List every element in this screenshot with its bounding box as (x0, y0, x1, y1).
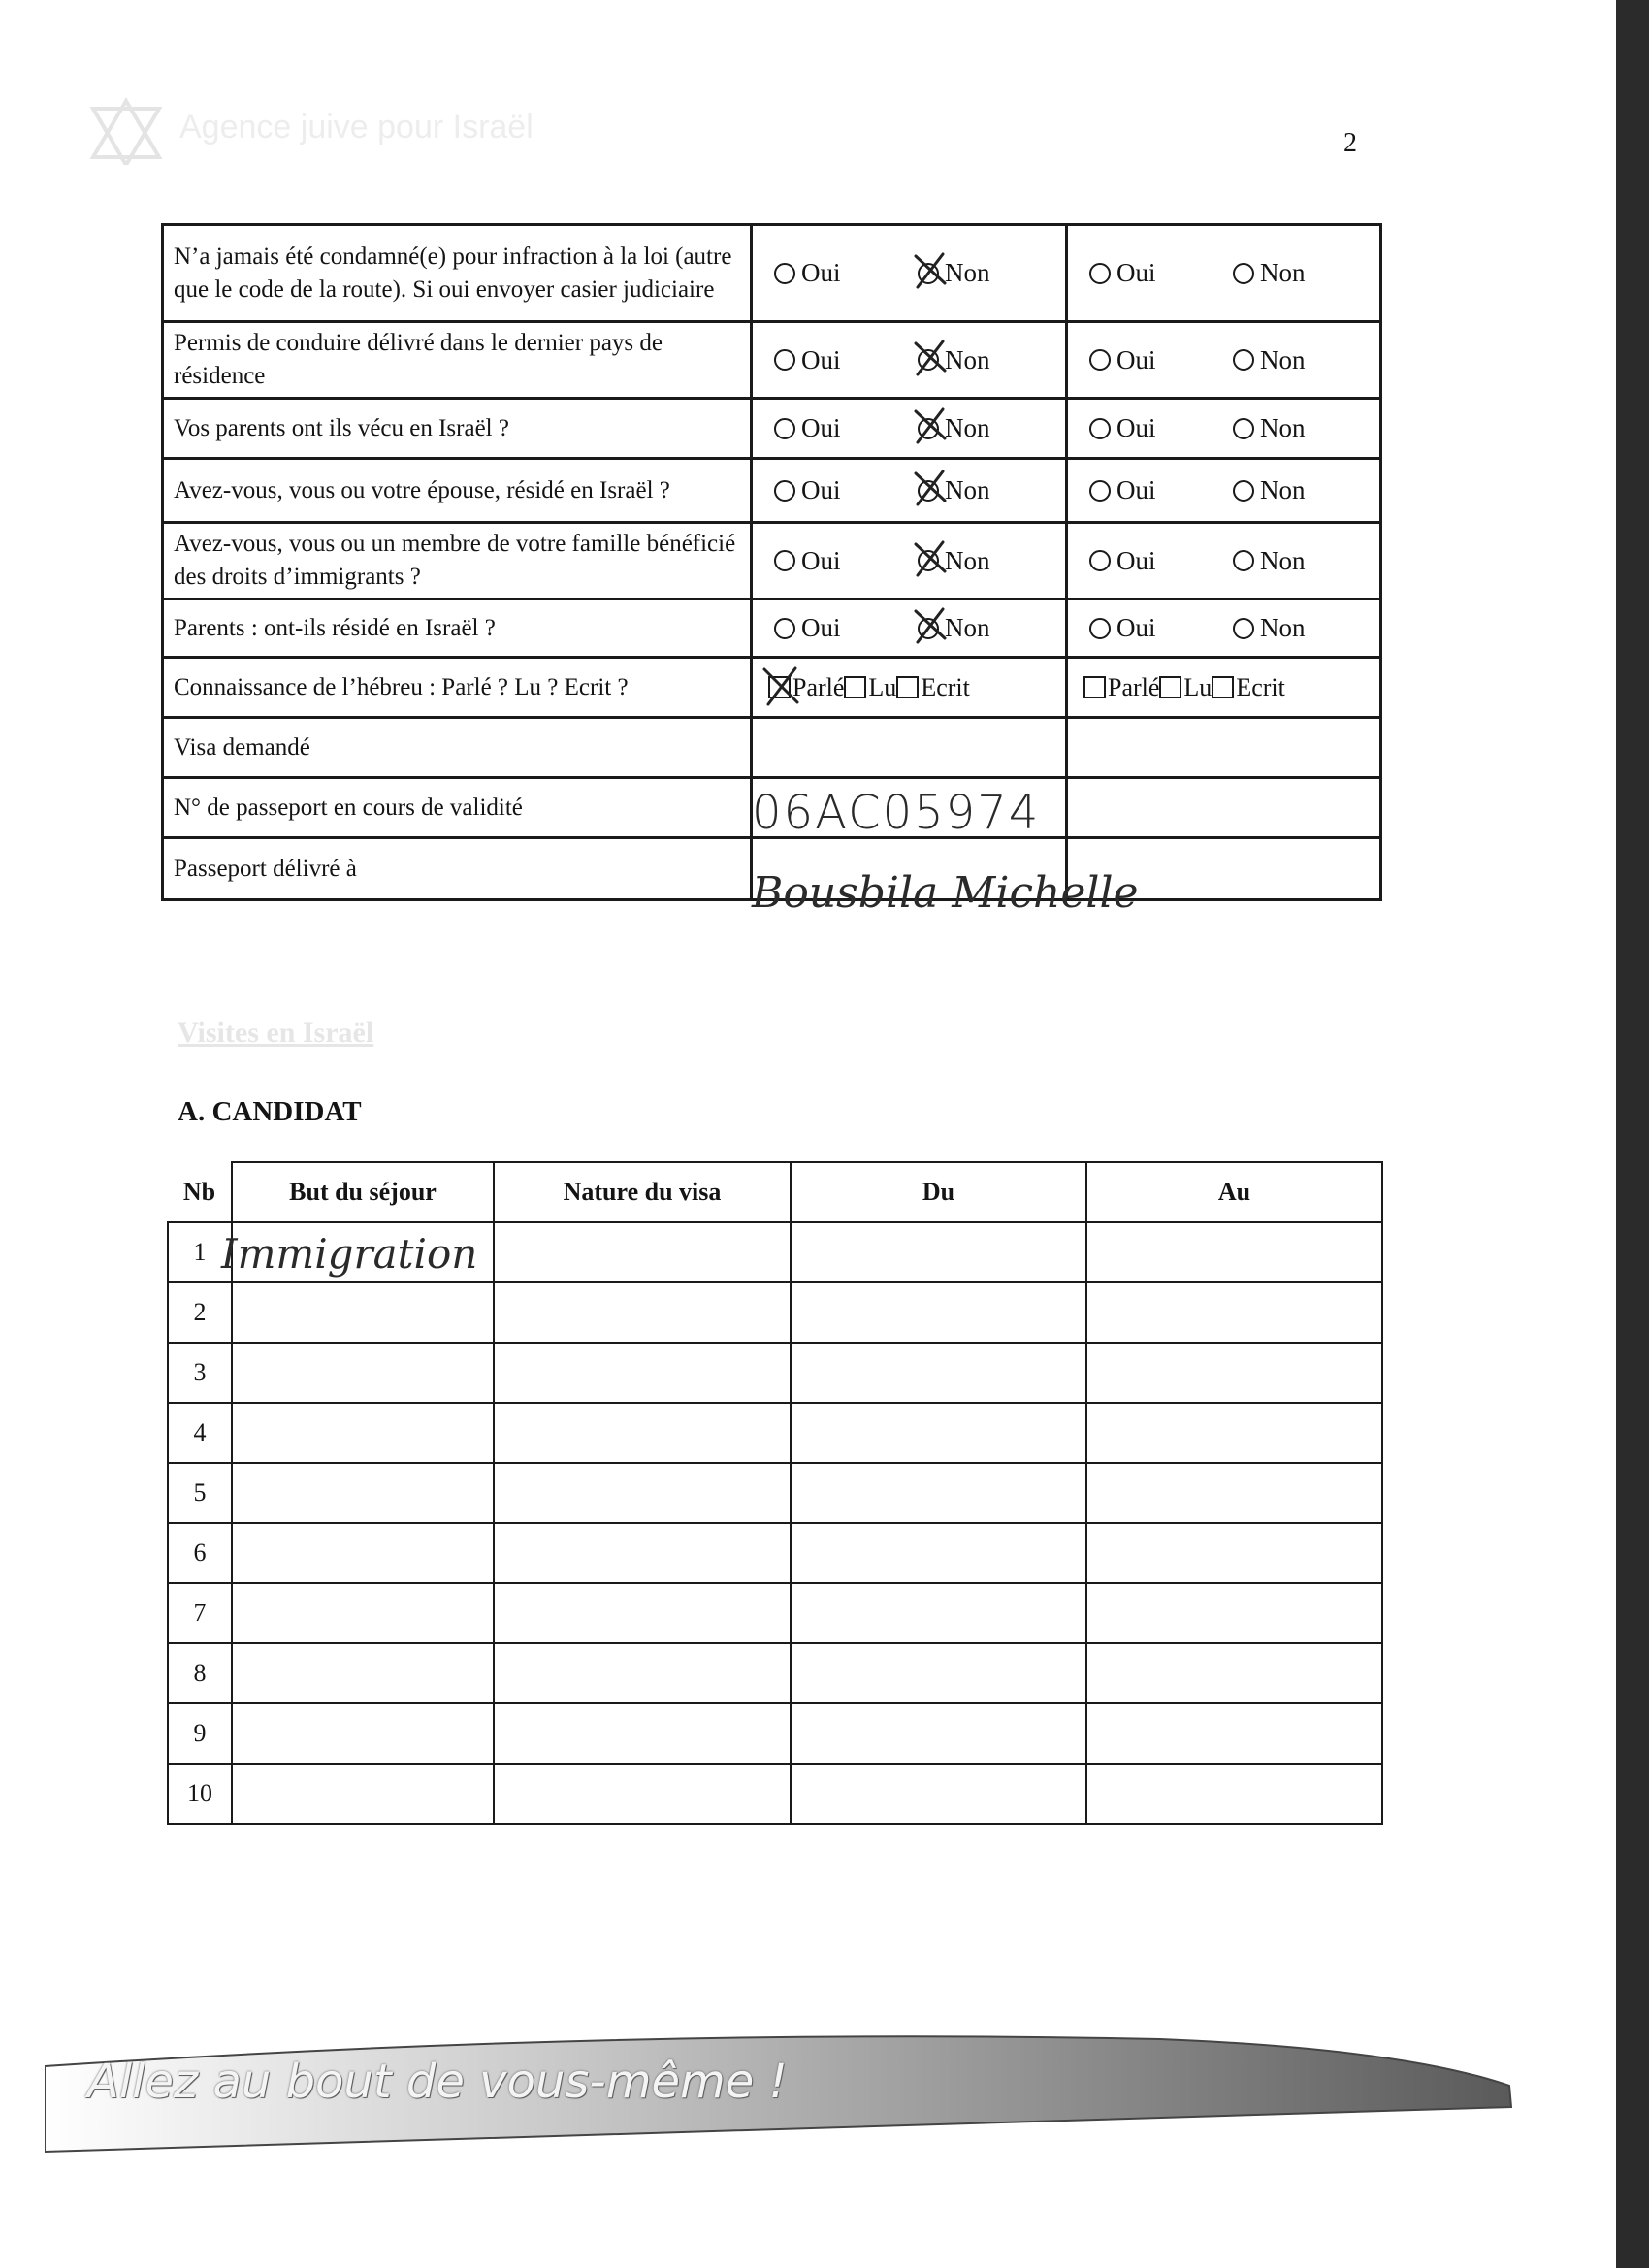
option-label-non: Non (945, 613, 990, 642)
option-oui[interactable] (774, 613, 918, 643)
option-label-non: Non (945, 475, 990, 504)
visit-nb: 8 (168, 1643, 232, 1703)
visit-nb: 7 (168, 1583, 232, 1643)
option-non[interactable] (918, 546, 990, 576)
question-label: Avez-vous, vous ou un membre de votre famille bénéficié des droits d’immigrants ? (163, 523, 752, 599)
checkbox-parle[interactable] (1083, 673, 1159, 702)
visit-nature-cell[interactable] (494, 1523, 791, 1583)
option-oui[interactable] (774, 258, 918, 288)
question-row (163, 599, 1381, 658)
radio-circle-icon[interactable] (1233, 550, 1254, 571)
checkbox-label-lu: Lu (1183, 672, 1212, 701)
option-label-oui: Oui (1116, 613, 1156, 642)
radio-circle-icon[interactable] (1233, 263, 1254, 284)
question-row (163, 225, 1381, 322)
question-label: Avez-vous, vous ou votre épouse, résidé en Israël ? (163, 459, 752, 523)
visit-to-cell[interactable] (1086, 1764, 1382, 1824)
option-non[interactable] (918, 475, 990, 505)
agency-name: Agence juive pour Israël (179, 109, 534, 146)
visit-row (168, 1643, 1382, 1703)
checkbox-label-parle: Parlé (1108, 672, 1160, 701)
visit-purpose-cell[interactable] (232, 1764, 494, 1824)
option-label-oui: Oui (801, 613, 841, 642)
option-non[interactable] (918, 258, 990, 288)
visit-from-cell[interactable] (791, 1463, 1086, 1523)
visit-nature-cell[interactable] (494, 1764, 791, 1824)
page-number: 2 (1343, 128, 1357, 158)
option-label-non: Non (1260, 613, 1306, 642)
answer-cell-spouse[interactable] (1067, 658, 1381, 718)
option-label-non: Non (945, 344, 990, 374)
question-label: N° de passeport en cours de validité (163, 778, 752, 838)
checkbox-square-icon[interactable] (896, 676, 919, 698)
radio-circle-icon[interactable] (1089, 349, 1111, 371)
yes-no-group (753, 546, 1065, 576)
option-oui[interactable] (774, 475, 918, 505)
checkbox-label-ecrit: Ecrit (921, 672, 970, 701)
answer-cell-spouse[interactable] (1067, 322, 1381, 399)
option-non[interactable] (1233, 258, 1306, 288)
option-non[interactable] (918, 613, 990, 643)
answer-cell-candidate[interactable] (752, 322, 1067, 399)
visit-row (168, 1403, 1382, 1463)
column-header-nb: Nb (168, 1162, 232, 1222)
checkbox-label-lu: Lu (868, 672, 897, 701)
visit-purpose-cell[interactable] (232, 1703, 494, 1764)
option-label-oui: Oui (801, 258, 841, 287)
visit-nb: 9 (168, 1703, 232, 1764)
option-oui[interactable] (1089, 613, 1233, 643)
answer-cell-candidate[interactable] (752, 225, 1067, 322)
answer-cell-spouse[interactable] (1067, 399, 1381, 459)
visit-purpose-cell[interactable] (232, 1583, 494, 1643)
cross-mark-icon (910, 405, 951, 446)
answer-cell-candidate[interactable] (752, 399, 1067, 459)
option-label-non: Non (1260, 344, 1306, 374)
passport-issued-to-handwritten[interactable]: Bousbila Michelle (752, 868, 1139, 918)
option-label-non: Non (945, 258, 990, 287)
footer-slogan: Allez au bout de vous-même ! (87, 2055, 788, 2109)
checkbox-square-icon[interactable] (1212, 676, 1234, 698)
checkbox-ecrit[interactable] (1212, 673, 1285, 702)
option-label-oui: Oui (1116, 545, 1156, 575)
option-oui[interactable] (1089, 345, 1233, 375)
option-oui[interactable] (1089, 475, 1233, 505)
visit-from-cell[interactable] (791, 1583, 1086, 1643)
option-label-oui: Oui (801, 475, 841, 504)
yes-no-group (1068, 613, 1379, 643)
answer-cell-spouse[interactable] (1067, 599, 1381, 658)
checkbox-lu[interactable] (844, 673, 896, 702)
visit-nb: 1 (168, 1222, 232, 1282)
yes-no-group (1068, 475, 1379, 505)
yes-no-group (753, 413, 1065, 443)
question-label: Visa demandé (163, 718, 752, 778)
visit-row (168, 1764, 1382, 1824)
answer-cell-spouse[interactable] (1067, 778, 1381, 838)
visit-nature-cell[interactable] (494, 1222, 791, 1282)
option-label-oui: Oui (1116, 258, 1156, 287)
visit-nature-cell[interactable] (494, 1403, 791, 1463)
cross-mark-icon (760, 665, 801, 706)
visit-nb: 10 (168, 1764, 232, 1824)
answer-cell-spouse[interactable] (1067, 459, 1381, 523)
cross-mark-icon (910, 250, 951, 291)
question-label: Connaissance de l’hébreu : Parlé ? Lu ? Ecrit ? (163, 658, 752, 718)
radio-circle-icon[interactable] (1089, 480, 1111, 502)
visit-purpose-cell[interactable] (232, 1643, 494, 1703)
option-oui[interactable] (1089, 413, 1233, 443)
question-label: Permis de conduire délivré dans le dernier pays de résidence (163, 322, 752, 399)
subsection-title: A. CANDIDAT (178, 1096, 362, 1127)
visit-nature-cell[interactable] (494, 1463, 791, 1523)
radio-circle-icon[interactable] (774, 618, 795, 639)
radio-circle-icon[interactable] (1089, 550, 1111, 571)
option-label-non: Non (1260, 413, 1306, 442)
option-label-non: Non (1260, 475, 1306, 504)
answer-cell-spouse[interactable] (1067, 225, 1381, 322)
question-row (163, 718, 1381, 778)
yes-no-group (1068, 413, 1379, 443)
visit-nb: 4 (168, 1403, 232, 1463)
yes-no-group (753, 613, 1065, 643)
visit-nb: 6 (168, 1523, 232, 1583)
passport-number-handwritten[interactable]: 06AC05974 (752, 786, 1041, 840)
visit-nb: 5 (168, 1463, 232, 1523)
question-row (163, 658, 1381, 718)
option-label-non: Non (1260, 258, 1306, 287)
option-label-oui: Oui (1116, 413, 1156, 442)
visit-to-cell[interactable] (1086, 1703, 1382, 1764)
radio-circle-icon[interactable] (774, 480, 795, 502)
question-row (163, 523, 1381, 599)
visit-row (168, 1282, 1382, 1343)
visit-nature-cell[interactable] (494, 1583, 791, 1643)
visit-nature-cell[interactable] (494, 1282, 791, 1343)
yes-no-group (753, 475, 1065, 505)
yes-no-group (1068, 546, 1379, 576)
yes-no-group (753, 345, 1065, 375)
scan-edge (1616, 0, 1649, 2268)
option-oui[interactable] (1089, 258, 1233, 288)
visit-to-cell[interactable] (1086, 1463, 1382, 1523)
radio-circle-icon[interactable] (1089, 618, 1111, 639)
radio-circle-icon[interactable] (1233, 418, 1254, 439)
answer-cell-candidate[interactable] (752, 459, 1067, 523)
section-title: Visites en Israël (178, 1017, 374, 1049)
visit-from-cell[interactable] (791, 1643, 1086, 1703)
option-non[interactable] (1233, 546, 1306, 576)
checkbox-label-ecrit: Ecrit (1236, 672, 1285, 701)
visit-purpose-cell[interactable] (232, 1403, 494, 1463)
visit-nb: 2 (168, 1282, 232, 1343)
visit-from-cell[interactable] (791, 1282, 1086, 1343)
cross-mark-icon (910, 538, 951, 579)
answer-cell-candidate[interactable] (752, 718, 1067, 778)
visit-from-cell[interactable] (791, 1403, 1086, 1463)
star-of-david-logo-icon (87, 97, 165, 165)
checkbox-square-icon[interactable] (1159, 676, 1181, 698)
checkbox-ecrit[interactable] (896, 673, 970, 702)
cross-mark-icon (910, 468, 951, 508)
checkbox-label-parle: Parlé (792, 672, 845, 701)
visit-row (168, 1463, 1382, 1523)
option-oui[interactable] (774, 345, 918, 375)
option-non[interactable] (918, 413, 990, 443)
visit-nature-cell[interactable] (494, 1643, 791, 1703)
answer-cell-candidate[interactable] (752, 658, 1067, 718)
question-row (163, 459, 1381, 523)
option-label-non: Non (1260, 545, 1306, 575)
question-row (163, 399, 1381, 459)
radio-circle-icon[interactable] (774, 263, 795, 284)
visit-to-cell[interactable] (1086, 1403, 1382, 1463)
answer-cell-candidate[interactable] (752, 523, 1067, 599)
visit-row (168, 1703, 1382, 1764)
visit-nature-cell[interactable] (494, 1343, 791, 1403)
option-label-oui: Oui (1116, 475, 1156, 504)
checkbox-square-icon[interactable] (844, 676, 866, 698)
option-oui[interactable] (1089, 546, 1233, 576)
visit-to-cell[interactable] (1086, 1222, 1382, 1282)
hebrew-checkbox-group (1068, 673, 1379, 702)
radio-circle-icon[interactable] (1089, 263, 1111, 284)
option-label-oui: Oui (1116, 344, 1156, 374)
radio-circle-icon[interactable] (774, 349, 795, 371)
answer-cell-candidate[interactable] (752, 599, 1067, 658)
radio-circle-icon[interactable] (774, 418, 795, 439)
visit-from-cell[interactable] (791, 1523, 1086, 1583)
question-label: N’a jamais été condamné(e) pour infraction à la loi (autre que le code de la route). Si oui envoyer casier judiciaire (163, 225, 752, 322)
visit-purpose-cell[interactable] (232, 1523, 494, 1583)
visit-to-cell[interactable] (1086, 1282, 1382, 1343)
column-header-du: Du (791, 1162, 1086, 1222)
radio-circle-icon[interactable] (774, 550, 795, 571)
visit-to-cell[interactable] (1086, 1583, 1382, 1643)
option-non[interactable] (1233, 475, 1306, 505)
visit-from-cell[interactable] (791, 1222, 1086, 1282)
answer-cell-spouse[interactable] (1067, 523, 1381, 599)
cross-mark-icon (910, 338, 951, 378)
radio-circle-icon[interactable] (1233, 480, 1254, 502)
checkbox-parle[interactable] (768, 673, 844, 702)
hebrew-checkbox-group (753, 673, 1065, 702)
visit-row (168, 1583, 1382, 1643)
visit-to-cell[interactable] (1086, 1643, 1382, 1703)
radio-circle-icon[interactable] (1233, 618, 1254, 639)
option-oui[interactable] (774, 546, 918, 576)
visit-row (168, 1343, 1382, 1403)
yes-no-group (1068, 345, 1379, 375)
visit-from-cell[interactable] (791, 1343, 1086, 1403)
visit-from-cell[interactable] (791, 1703, 1086, 1764)
answer-cell-spouse[interactable] (1067, 718, 1381, 778)
visit-purpose-cell[interactable] (232, 1463, 494, 1523)
visit-to-cell[interactable] (1086, 1523, 1382, 1583)
option-non[interactable] (918, 345, 990, 375)
checkbox-square-icon[interactable] (1083, 676, 1106, 698)
yes-no-group (753, 258, 1065, 288)
question-row (163, 322, 1381, 399)
option-label-oui: Oui (801, 344, 841, 374)
visit-purpose-handwritten[interactable]: Immigration (221, 1230, 478, 1278)
checkbox-lu[interactable] (1159, 673, 1212, 702)
visit-purpose-cell[interactable] (232, 1343, 494, 1403)
option-label-oui: Oui (801, 413, 841, 442)
option-label-non: Non (945, 545, 990, 575)
visit-nb: 3 (168, 1343, 232, 1403)
visit-nature-cell[interactable] (494, 1703, 791, 1764)
column-header-nature: Nature du visa (494, 1162, 791, 1222)
visit-purpose-cell[interactable] (232, 1282, 494, 1343)
column-header-au: Au (1086, 1162, 1382, 1222)
visit-to-cell[interactable] (1086, 1343, 1382, 1403)
question-label: Parents : ont-ils résidé en Israël ? (163, 599, 752, 658)
option-label-non: Non (945, 413, 990, 442)
option-oui[interactable] (774, 413, 918, 443)
option-label-oui: Oui (801, 545, 841, 575)
radio-circle-icon[interactable] (1089, 418, 1111, 439)
question-label: Vos parents ont ils vécu en Israël ? (163, 399, 752, 459)
option-non[interactable] (1233, 413, 1306, 443)
cross-mark-icon (910, 605, 951, 646)
question-label: Passeport délivré à (163, 838, 752, 900)
visit-row (168, 1523, 1382, 1583)
yes-no-group (1068, 258, 1379, 288)
visits-header-row (168, 1162, 1382, 1222)
radio-circle-icon[interactable] (1233, 349, 1254, 371)
column-header-but: But du séjour (232, 1162, 494, 1222)
option-non[interactable] (1233, 613, 1306, 643)
visit-from-cell[interactable] (791, 1764, 1086, 1824)
option-non[interactable] (1233, 345, 1306, 375)
